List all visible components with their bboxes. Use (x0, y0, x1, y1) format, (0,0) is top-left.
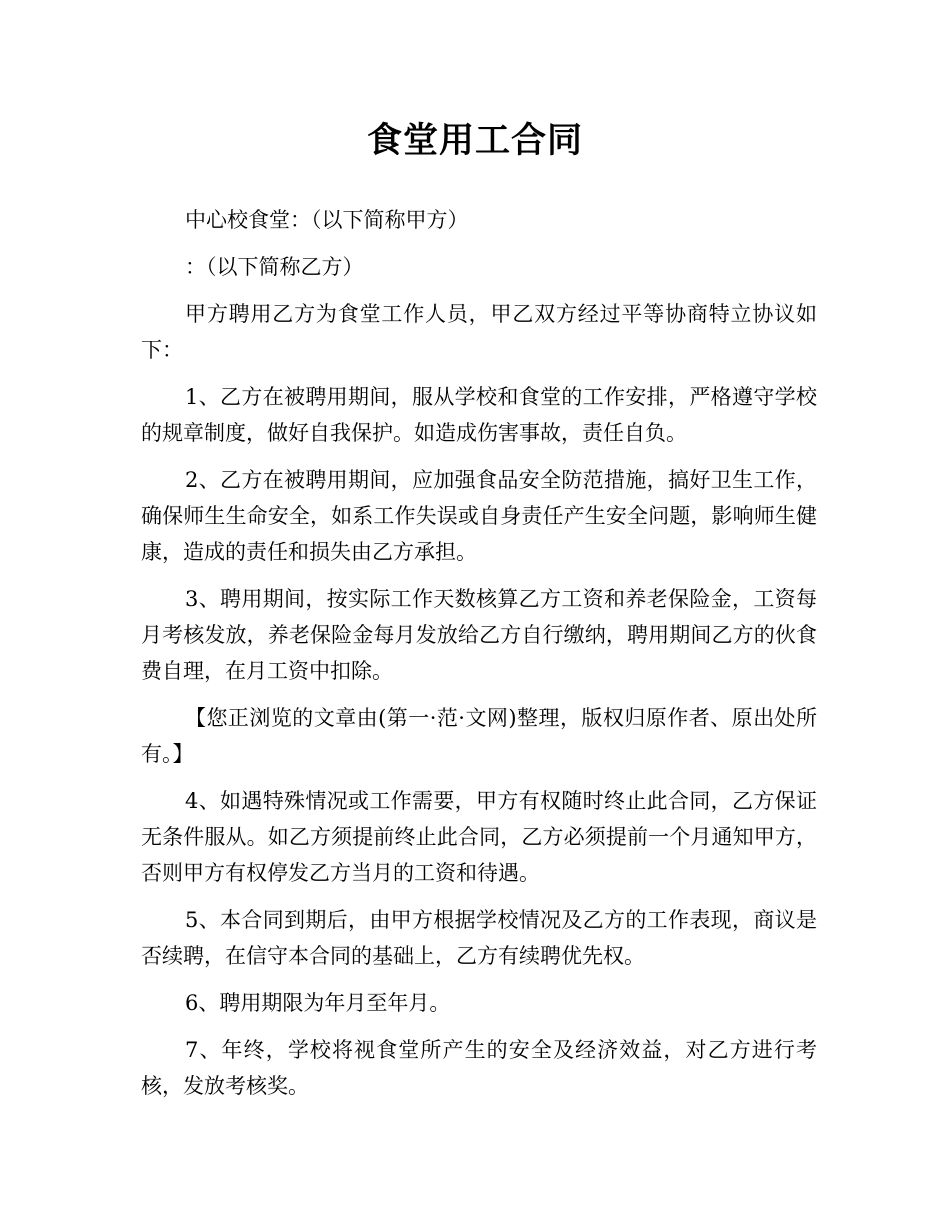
clause-7: 7、年终，学校将视食堂所产生的安全及经济效益，对乙方进行考核，发放考核奖。 (141, 1038, 817, 1098)
copyright-notice: 【您正浏览的文章由(第一·范·文网)整理，版权归原作者、原出处所有。】 (141, 706, 817, 766)
intro-paragraph: 甲方聘用乙方为食堂工作人员，甲乙双方经过平等协商特立协议如下： (141, 302, 817, 362)
party-b-line: ：（以下简称乙方） (185, 255, 364, 279)
document-body (141, 202, 817, 1115)
clause-1: 1、乙方在被聘用期间，服从学校和食堂的工作安排，严格遵守学校的规章制度，做好自我保护。如造成伤害事故，责任自负。 (141, 385, 817, 445)
clause-6: 6、聘用期限为年月至年月。 (185, 991, 451, 1015)
party-a-line: 中心校食堂：（以下简称甲方） (185, 208, 469, 232)
clause-5: 5、本合同到期后，由甲方根据学校情况及乙方的工作表现，商议是否续聘，在信守本合同的基础上，乙方有续聘优先权。 (141, 908, 817, 968)
clause-2: 2、乙方在被聘用期间，应加强食品安全防范措施，搞好卫生工作，确保师生生命安全，如系工作失误或自身责任产生安全问题，影响师生健康，造成的责任和损失由乙方承担。 (141, 468, 817, 564)
document-title: 食堂用工合同 (366, 121, 583, 161)
clause-4: 4、如遇特殊情况或工作需要，甲方有权随时终止此合同，乙方保证无条件服从。如乙方须提前终止此合同，乙方必须提前一个月通知甲方，否则甲方有权停发乙方当月的工资和待遇。 (141, 789, 817, 885)
clause-3: 3、聘用期间，按实际工作天数核算乙方工资和养老保险金，工资每月考核发放，养老保险金每月发放给乙方自行缴纳，聘用期间乙方的伙食费自理，在月工资中扣除。 (141, 587, 817, 683)
